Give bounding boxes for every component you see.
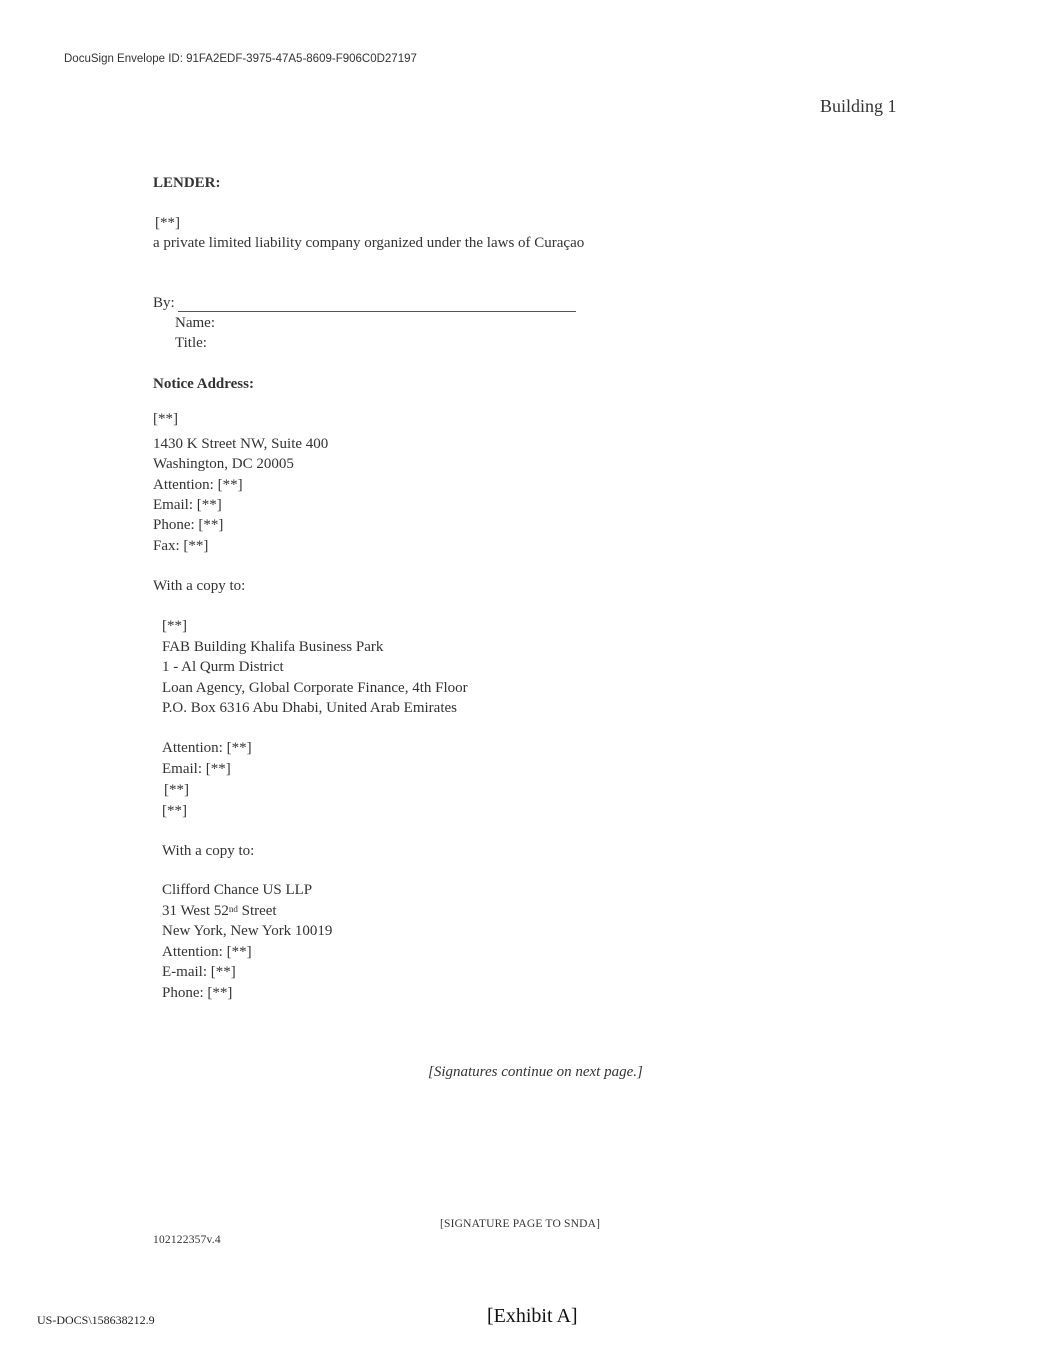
street-suffix: Street — [237, 903, 277, 919]
notice-line: Phone: [**] — [153, 517, 224, 533]
notice-address-heading: Notice Address: — [153, 376, 254, 392]
copy1-address-line: 1 - Al Qurm District — [162, 659, 284, 675]
building-label: Building 1 — [820, 96, 897, 116]
copy1-address-line: Loan Agency, Global Corporate Finance, 4th Floor — [162, 680, 468, 696]
copy2-line: Phone: [**] — [162, 985, 233, 1001]
copy2-line: Attention: [**] — [162, 944, 252, 960]
notice-line: Email: [**] — [153, 497, 222, 513]
exhibit-label: [Exhibit A] — [487, 1305, 578, 1327]
copy-to-heading: With a copy to: — [162, 843, 255, 859]
copy2-street — [162, 901, 277, 921]
copy1-address-line: FAB Building Khalifa Business Park — [162, 639, 384, 655]
copy-to-heading: With a copy to: — [153, 578, 246, 594]
copy1-address-line: [**] — [162, 618, 187, 634]
docusign-envelope-id: DocuSign Envelope ID: 91FA2EDF-3975-47A5-8609-F906C0D27197 — [64, 53, 417, 65]
copy1-contact-line: [**] — [164, 782, 189, 798]
street-number: 31 West 52 — [162, 903, 229, 919]
copy2-line: New York, New York 10019 — [162, 923, 333, 939]
notice-line: 1430 K Street NW, Suite 400 — [153, 436, 329, 452]
signatures-continue-note: [Signatures continue on next page.] — [428, 1064, 643, 1080]
copy1-contact-line: [**] — [162, 803, 187, 819]
title-label: Title: — [175, 335, 207, 351]
signature-line — [178, 311, 576, 312]
street-ordinal: nd — [228, 904, 238, 914]
signature-page-label: [SIGNATURE PAGE TO SNDA] — [440, 1218, 601, 1230]
notice-line: [**] — [153, 411, 178, 427]
copy1-contact-line: Attention: [**] — [162, 740, 252, 756]
copy2-firm: Clifford Chance US LLP — [162, 882, 313, 898]
document-number: 102122357v.4 — [153, 1234, 221, 1246]
copy1-contact-line: Email: [**] — [162, 761, 231, 777]
by-label: By: — [153, 295, 175, 311]
copy1-address-line: P.O. Box 6316 Abu Dhabi, United Arab Emirates — [162, 700, 457, 716]
lender-name: [**] — [155, 215, 180, 231]
footer-docs-number: US-DOCS\158638212.9 — [37, 1313, 155, 1327]
notice-line: Fax: [**] — [153, 538, 209, 554]
lender-heading: LENDER: — [153, 175, 221, 191]
copy2-line: E-mail: [**] — [162, 964, 236, 980]
name-label: Name: — [175, 315, 215, 331]
notice-line: Attention: [**] — [153, 477, 243, 493]
notice-line: Washington, DC 20005 — [153, 456, 294, 472]
lender-description: a private limited liability company organized under the laws of Curaçao — [153, 235, 585, 251]
